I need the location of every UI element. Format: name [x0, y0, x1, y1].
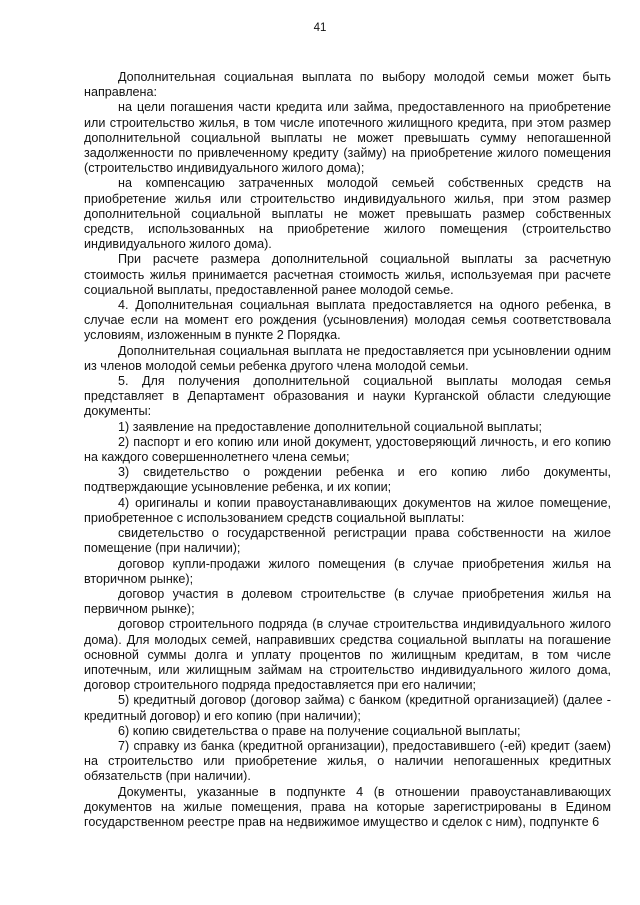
paragraph-16: 5) кредитный договор (договор займа) с банком (кредитной организацией) (далее - кредитный договор) и его копию (при наличии); — [84, 693, 611, 723]
paragraph-13: договор купли-продажи жилого помещения (в случае приобретения жилья на вторичном рынке); — [84, 556, 611, 586]
paragraph-9: 2) паспорт и его копию или иной документ, удостоверяющий личность, и его копию на каждого совершеннолетнего члена семьи; — [84, 434, 611, 465]
paragraph-8: 1) заявление на предоставление дополнительной социальной выплаты; — [118, 419, 542, 434]
paragraph-4: При расчете размера дополнительной социальной выплаты за расчетную стоимость жилья принимается расчетная стоимость жилья, используемая при расчете социальной выплаты, предоставленной ранее молодой семье. — [84, 252, 611, 297]
paragraph-17: 6) копию свидетельства о праве на получение социальной выплаты; — [118, 723, 521, 738]
paragraph-12: свидетельство о государственной регистрации права собственности на жилое помещение (при наличии); — [84, 526, 611, 556]
page-number: 41 — [313, 22, 327, 34]
paragraph-7: 5. Для получения дополнительной социальной выплаты молодая семья представляет в Департамент образования и науки Курганской области следующие документы: — [84, 374, 611, 419]
paragraph-15: договор строительного подряда (в случае строительства индивидуального жилого дома). Для молодых семей, направивших средства социальной выплаты на погашение основной суммы долга и уплату процентов по жилищным кредитам, в том числе ипотечным, или жилищным займам на строительство индивидуального жилого дома, договор строительного подряда предоставляется при его наличии; — [84, 617, 611, 693]
document-body — [84, 70, 611, 830]
paragraph-14: договор участия в долевом строительстве (в случае приобретения жилья на первичном рынке); — [84, 586, 611, 617]
paragraph-6: Дополнительная социальная выплата не предоставляется при усыновлении одним из членов молодой семьи ребенка другого члена молодой семьи. — [84, 343, 611, 373]
paragraph-11: 4) оригиналы и копии правоустанавливающих документов на жилое помещение, приобретенное с использованием средств социальной выплаты: — [84, 495, 611, 525]
paragraph-3: на компенсацию затраченных молодой семьей собственных средств на приобретение жилья или строительство индивидуального жилья, при этом размер дополнительной социальной выплаты не может превышать размер собственных средств, использованных на приобретение жилого помещения (строительство индивидуального жилого дома). — [84, 176, 611, 252]
paragraph-19: Документы, указанные в подпункте 4 (в отношении правоустанавливающих документов на жилые помещения, права на которые зарегистрированы в Едином государственном реестре прав на недвижимое имущество и сделок с ним), подпункте 6 — [84, 784, 611, 829]
paragraph-5: 4. Дополнительная социальная выплата предоставляется на одного ребенка, в случае если на момент его рождения (усыновления) молодая семья соответствовала условиям, изложенным в пункте 2 Порядка. — [84, 298, 611, 343]
paragraph-2: на цели погашения части кредита или займа, предоставленного на приобретение или строительство жилья, в том числе ипотечного жилищного кредита, при этом размер дополнительной социальной выплаты не может превышать сумму непогашенной задолженности по привлеченному кредиту (займу) на приобретение жилого помещения (строительство индивидуального жилого дома); — [84, 100, 611, 176]
paragraph-18: 7) справку из банка (кредитной организации), предоставившего (-ей) кредит (заем) на строительство или приобретение жилья, о наличии непогашенных кредитных обязательств (при наличии). — [84, 738, 611, 784]
paragraph-1: Дополнительная социальная выплата по выбору молодой семьи может быть направлена: — [84, 70, 611, 100]
paragraph-10: 3) свидетельство о рождении ребенка и его копию либо документы, подтверждающие усыновление ребенка, и их копии; — [84, 465, 611, 495]
